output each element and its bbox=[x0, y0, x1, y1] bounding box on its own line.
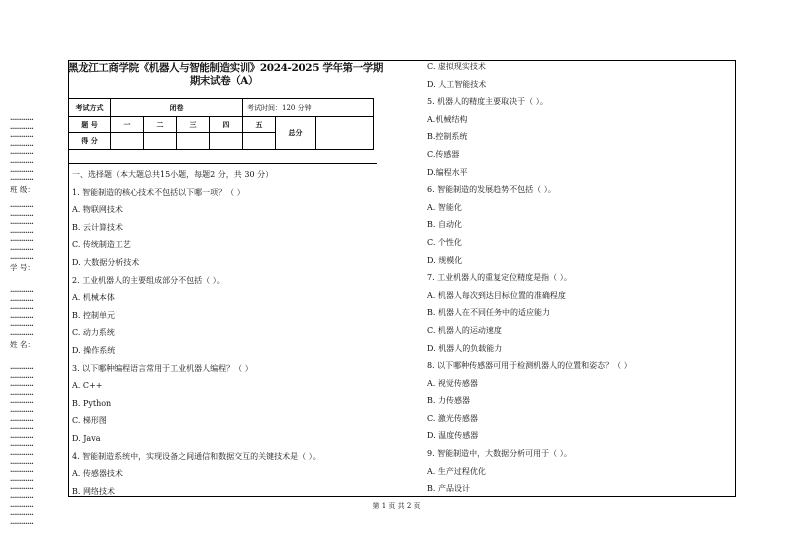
option: A. 传感器技术 bbox=[72, 469, 123, 479]
option: D. Java bbox=[72, 433, 101, 443]
dotted-line: ............ bbox=[10, 310, 34, 320]
question: 9. 智能制造中，大数据分析可用于（ ）。 bbox=[427, 449, 572, 459]
exam-mode-value: 闭卷 bbox=[111, 99, 243, 117]
score-cell bbox=[144, 133, 177, 150]
dotted-line: ............ bbox=[10, 404, 34, 414]
option: C.传感器 bbox=[427, 149, 460, 159]
section-5: 五 bbox=[243, 117, 276, 133]
dotted-line: ............ bbox=[10, 430, 34, 440]
name-label: 姓 名： bbox=[10, 339, 35, 349]
left-column bbox=[72, 166, 321, 500]
dotted-line: ............ bbox=[10, 387, 34, 397]
option: A.机械结构 bbox=[427, 114, 468, 124]
dotted-line: ............ bbox=[10, 473, 34, 483]
option: B. 控制单元 bbox=[72, 310, 115, 320]
dotted-line: ............ bbox=[10, 370, 34, 380]
dotted-line: ............ bbox=[10, 293, 34, 303]
question: 8. 以下哪种传感器可用于检测机器人的位置和姿态？（ ） bbox=[427, 361, 632, 371]
score-cell bbox=[177, 133, 210, 150]
total-label: 总分 bbox=[276, 117, 316, 150]
dotted-line: ............ bbox=[10, 138, 34, 148]
title-line-1: 黑龙江工商学院《机器人与智能制造实训》2024-2025 学年第一学期 bbox=[68, 62, 383, 74]
option: D. 机器人的负载能力 bbox=[427, 343, 503, 353]
option: B.控制系统 bbox=[427, 132, 468, 142]
option: B. 产品设计 bbox=[427, 484, 470, 494]
dotted-line: ............ bbox=[10, 482, 34, 492]
option: A. 智能化 bbox=[427, 202, 462, 212]
dotted-line: ............ bbox=[10, 155, 34, 165]
option: C. 动力系统 bbox=[72, 328, 115, 338]
dotted-line: ............ bbox=[10, 396, 34, 406]
total-score-cell bbox=[316, 117, 374, 150]
score-cell bbox=[243, 133, 276, 150]
option: B. Python bbox=[72, 398, 112, 408]
dotted-line: ............ bbox=[10, 173, 34, 183]
divider bbox=[68, 163, 377, 164]
dotted-line: ............ bbox=[10, 147, 34, 157]
dotted-line: ............ bbox=[10, 490, 34, 500]
dotted-line: ............ bbox=[10, 516, 34, 526]
dotted-line: ............ bbox=[10, 439, 34, 449]
score-table bbox=[68, 98, 374, 150]
dotted-line: ............ bbox=[10, 200, 34, 209]
dotted-line: ............ bbox=[10, 302, 34, 312]
dotted-line: ............ bbox=[10, 413, 34, 423]
dotted-line: ............ bbox=[10, 225, 34, 235]
student-id-label: 学 号： bbox=[10, 263, 35, 273]
dotted-line: ............ bbox=[10, 379, 34, 389]
option: C. 个性化 bbox=[427, 237, 462, 247]
dotted-line: ............ bbox=[10, 447, 34, 457]
option: A. 生产过程优化 bbox=[427, 466, 486, 476]
dotted-line: ............ bbox=[10, 499, 34, 509]
option: A. 物联网技术 bbox=[72, 205, 123, 215]
option: D. 人工智能技术 bbox=[427, 79, 487, 89]
option: A. 机器人每次到达目标位置的准确程度 bbox=[427, 290, 566, 300]
dotted-line: ............ bbox=[10, 422, 34, 432]
binding-margin-id bbox=[10, 201, 35, 273]
score-label: 得 分 bbox=[69, 133, 111, 150]
question: 2. 工业机器人的主要组成部分不包括（ ）。 bbox=[72, 275, 225, 285]
option: C. 虚拟现实技术 bbox=[427, 62, 486, 71]
option: C. 机器人的运动速度 bbox=[427, 325, 502, 335]
score-cell bbox=[210, 133, 243, 150]
option: A. 机械本体 bbox=[72, 293, 115, 303]
option: B. 自动化 bbox=[427, 220, 462, 230]
section-heading: 一、选择题（本大题总共15小题，每题2 分，共 30 分） bbox=[72, 170, 274, 179]
option: D. 规模化 bbox=[427, 255, 463, 265]
dotted-line: ............ bbox=[10, 242, 34, 252]
dotted-line: ............ bbox=[10, 234, 34, 244]
question: 4. 智能制造系统中，实现设备之间通信和数据交互的关键技术是（ ）。 bbox=[72, 451, 321, 461]
exam-time: 考试时间：120 分钟 bbox=[243, 99, 374, 117]
binding-margin-name bbox=[10, 286, 35, 349]
section-3: 三 bbox=[177, 117, 210, 133]
question: 3. 以下哪种编程语言常用于工业机器人编程？（ ） bbox=[72, 363, 253, 373]
dotted-line: ............ bbox=[10, 217, 34, 227]
title-line-2: 期末试卷（A） bbox=[189, 75, 259, 87]
class-label: 班 级： bbox=[10, 184, 35, 194]
dotted-line: ............ bbox=[10, 508, 34, 518]
section-4: 四 bbox=[210, 117, 243, 133]
dotted-line: ............ bbox=[10, 456, 34, 466]
dotted-line: ............ bbox=[10, 285, 34, 294]
dotted-line: ............ bbox=[10, 130, 34, 140]
exam-title bbox=[68, 62, 383, 88]
right-column bbox=[427, 58, 632, 498]
option: B. 网络技术 bbox=[72, 486, 115, 496]
page-footer: 第 1 页 共 2 页 bbox=[372, 502, 421, 510]
option: D. 温度传感器 bbox=[427, 431, 479, 441]
question: 5. 机器人的精度主要取决于（ ）。 bbox=[427, 97, 548, 107]
dotted-line: ............ bbox=[10, 465, 34, 475]
section-2: 二 bbox=[144, 117, 177, 133]
section-1: 一 bbox=[111, 117, 144, 133]
binding-margin-class bbox=[10, 114, 35, 194]
question: 6. 智能制造的发展趋势不包括（ ）。 bbox=[427, 185, 556, 195]
dotted-line: ............ bbox=[10, 113, 34, 122]
dotted-line: ............ bbox=[10, 164, 34, 174]
exam-mode-label: 考试方式 bbox=[69, 99, 111, 117]
question: 7. 工业机器人的重复定位精度是指（ ）。 bbox=[427, 273, 572, 283]
question: 1. 智能制造的核心技术不包括以下哪一项？（ ） bbox=[72, 187, 245, 197]
option: C. 激光传感器 bbox=[427, 413, 478, 423]
option: C. 梯形图 bbox=[72, 416, 107, 426]
option: D. 操作系统 bbox=[72, 345, 116, 355]
dotted-line: ............ bbox=[10, 327, 34, 337]
dotted-line: ............ bbox=[10, 319, 34, 329]
question-no-label: 题 号 bbox=[69, 117, 111, 133]
option: D.编程水平 bbox=[427, 167, 468, 177]
score-cell bbox=[111, 133, 144, 150]
dotted-line: ............ bbox=[10, 251, 34, 261]
dotted-line: ............ bbox=[10, 121, 34, 131]
option: A. C++ bbox=[72, 381, 103, 391]
option: B. 机器人在不同任务中的适应能力 bbox=[427, 308, 550, 318]
option: D. 大数据分析技术 bbox=[72, 257, 140, 267]
dotted-line: ............ bbox=[10, 362, 34, 371]
option: B. 云计算技术 bbox=[72, 222, 123, 232]
option: C. 传统制造工艺 bbox=[72, 240, 131, 250]
option: B. 力传感器 bbox=[427, 396, 470, 406]
dotted-line: ............ bbox=[10, 208, 34, 218]
option: A. 视觉传感器 bbox=[427, 378, 478, 388]
